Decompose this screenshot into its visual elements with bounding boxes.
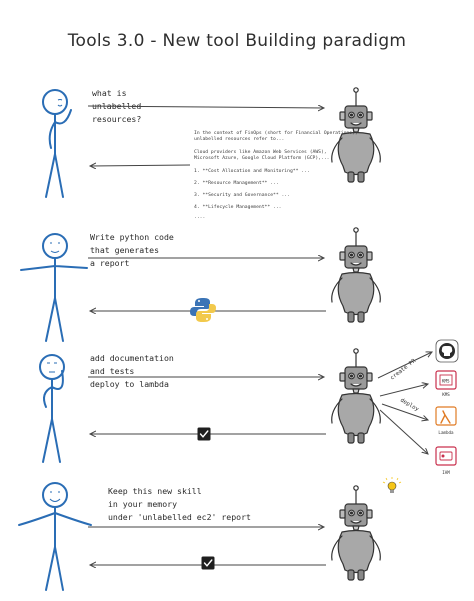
row-3 (40, 340, 458, 475)
checkmark-icon (202, 557, 215, 570)
stick-figure-icon (43, 90, 71, 197)
iam-label: IAM (442, 470, 450, 475)
svg-text:KMS: KMS (442, 378, 450, 384)
checkmark-icon (198, 428, 211, 441)
response-arrow (90, 165, 190, 166)
lambda-icon (436, 407, 456, 425)
message-text: what is unlabelled resources? (92, 88, 142, 124)
message-text: add documentation and tests deploy to lambda (90, 353, 174, 389)
kms-label: KMS (442, 392, 450, 397)
message-text: Keep this new skill in your memory under 'unlabelled ec2' report (108, 486, 251, 522)
row-4 (19, 477, 401, 590)
deploy-arrow-kms (380, 384, 428, 396)
answer-text: In the context of FinOps (short for Financial Operations), unlabelled resources refer to... Cloud providers like Amazon Web Services (AWS), Microsoft Azure, Google Cloud Platform (GCP),... 1. **Cost Allocation and Monitoring** ... 2. **Resource Management** ... 3. **Security and Governance** ... 4. **Lifecycle Management** ... .... (194, 131, 358, 220)
lightbulb-icon (383, 477, 401, 493)
kms-icon (436, 371, 456, 389)
robot-icon (332, 228, 381, 322)
row-1 (43, 88, 380, 220)
github-icon (436, 340, 458, 362)
create-pr-label: create PR (389, 358, 418, 382)
page-title: Tools 3.0 - New tool Building paradigm (67, 31, 407, 51)
iam-icon (436, 447, 456, 465)
stick-figure-icon (19, 483, 91, 590)
robot-icon (332, 349, 381, 443)
robot-icon (332, 486, 381, 580)
stick-figure-icon (21, 234, 87, 341)
deploy-arrow-iam (380, 410, 428, 454)
python-logo-icon (190, 297, 216, 322)
row-2 (21, 228, 380, 341)
lambda-label: Lambda (438, 430, 454, 435)
stick-figure-icon (40, 355, 64, 462)
message-text: Write python code that generates a report (90, 232, 174, 268)
deploy-label: deploy (399, 397, 420, 413)
